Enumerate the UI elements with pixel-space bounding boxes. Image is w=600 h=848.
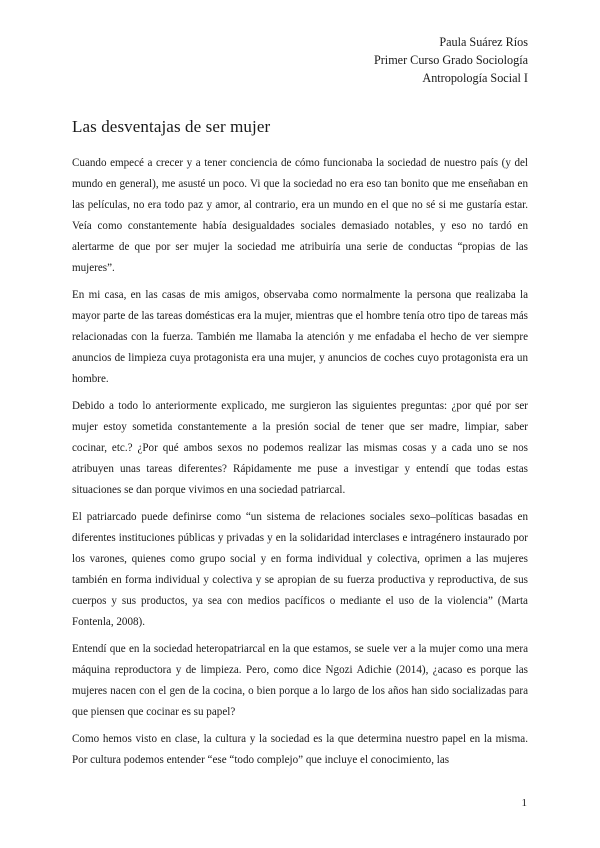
document-title: Las desventajas de ser mujer: [72, 117, 271, 136]
document-body: [72, 153, 528, 777]
course-name: Primer Curso Grado Sociología: [373, 53, 528, 67]
subject-name: Antropología Social I: [422, 71, 528, 85]
paragraph: Entendí que en la sociedad heteropatriarcal en la que estamos, se suele ver a la mujer como una mera máquina reproductora y de limpieza. Pero, como dice Ngozi Adichie (2014), ¿acaso es porque las mujeres nacen con el gen de la cocina, o bien porque a lo largo de los años han sido socializadas para que piensen que cocinar es su papel?: [72, 643, 528, 718]
author-name: Paula Suárez Ríos: [439, 35, 528, 49]
page-number: 1: [521, 797, 527, 809]
paragraph: Como hemos visto en clase, la cultura y la sociedad es la que determina nuestro papel en la misma. Por cultura podemos entender “ese “todo complejo” que incluye el conocimiento, las: [72, 733, 528, 766]
paragraph: El patriarcado puede definirse como “un sistema de relaciones sociales sexo–políticas basadas en diferentes instituciones públicas y privadas y en la solidaridad interclases e intragénero instaurado por los varones, quienes como grupo social y en forma individual y colectiva, oprimen a las mujeres también en forma individual y colectiva y se apropian de su fuerza productiva y reproductiva, de sus cuerpos y sus productos, ya sea con medios pacíficos o mediante el uso de la violencia” (Marta Fontenla, 2008).: [72, 511, 528, 628]
author-header: [374, 33, 528, 87]
paragraph: En mi casa, en las casas de mis amigos, observaba como normalmente la persona que realizaba la mayor parte de las tareas domésticas era la mujer, mientras que el hombre tenía otro tipo de tareas más relacionadas con la fuerza. También me llamaba la atención y me enfadaba el hecho de ver siempre anuncios de limpieza cuya protagonista era una mujer, y anuncios de coches cuyo protagonista era un hombre.: [72, 289, 528, 385]
paragraph: Debido a todo lo anteriormente explicado, me surgieron las siguientes preguntas: ¿por qué por ser mujer estoy sometida constantemente a la presión social de tener que ser madre, limpiar, saber cocinar, etc.? ¿Por qué ambos sexos no podemos realizar las mismas cosas y a cada uno se nos atribuyen unas tareas diferentes? Rápidamente me puse a investigar y entendí que todas estas situaciones se dan porque vivimos en una sociedad patriarcal.: [72, 400, 528, 496]
paragraph: Cuando empecé a crecer y a tener conciencia de cómo funcionaba la sociedad de nuestro país (y del mundo en general), me asusté un poco. Vi que la sociedad no era eso tan bonito que me enseñaban en las películas, no era todo paz y amor, al contrario, era un mundo en el que no sé si me gustaría estar. Veía como constantemente había desigualdades sociales demasiado notables, y eso no tardó en alertarme de que por ser mujer la sociedad me atribuiría una serie de conductas “propias de las mujeres”.: [72, 157, 528, 274]
